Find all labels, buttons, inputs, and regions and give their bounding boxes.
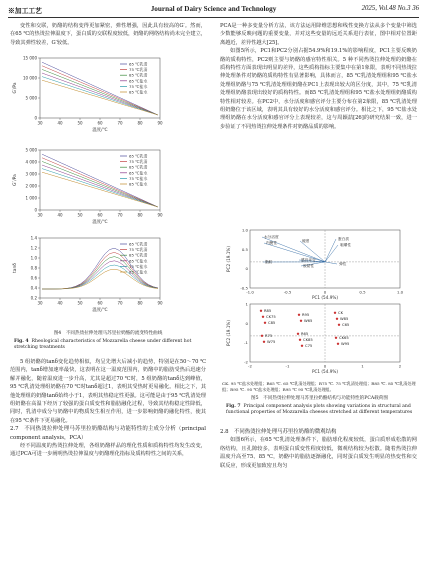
legend-label: 85 ℃盐水	[129, 269, 148, 275]
y-tick-label: 1.0	[241, 228, 248, 233]
x-axis-label: 温度/℃	[92, 128, 108, 133]
score-label: C85	[268, 321, 276, 325]
loading-label: 弹性	[339, 262, 347, 266]
score-point	[260, 310, 262, 312]
legend-label: 75 ℃乳清	[129, 247, 148, 253]
score-label: W75	[267, 340, 276, 344]
paragraph: 如图6所示，在65 ℃乳清处理条件下，脂肪球化程度较低，蛋白质形成松散的网络结构，且孔隙较多，表明蛋白质变性程度较低，微观结构较为松散。随着热烫拉伸温度升高至75、85 ℃，奶酪中的脂肪逐渐融化，同时蛋白质发生明显的热变性和交联反应，形成更加致密且均匀	[220, 437, 417, 469]
loading-label: 硬度	[302, 239, 310, 243]
loading-label: 胶黏性	[303, 264, 315, 268]
x-tick-label: -1.0	[246, 289, 254, 295]
y-tick-label: 10 000	[23, 75, 37, 81]
y-tick-label: 3 000	[25, 171, 37, 177]
score-label: W95	[341, 342, 350, 346]
x-tick-label: 80	[137, 212, 143, 218]
y-axis-label: tanδ	[13, 263, 18, 273]
legend-label: 65 ℃盐水	[129, 258, 148, 264]
score-point	[297, 333, 299, 335]
score-label: R75	[265, 334, 273, 338]
x-tick-label: 70	[117, 212, 123, 218]
y-tick-label: -1	[244, 340, 248, 346]
score-point	[300, 320, 302, 322]
loading-vector	[325, 262, 337, 264]
legend-label: 85 ℃乳清	[129, 252, 148, 258]
legend-label: 75 ℃盐水	[129, 263, 148, 269]
score-label: W65	[304, 319, 313, 323]
loading-label: 水分活度	[264, 235, 279, 239]
figure-5-caption-en-text: Principal component analysis plots showing variations in structural and functional properties of Mozzarella cheeses stretched at different temperatures	[226, 404, 413, 416]
x-tick-label: 40	[57, 120, 63, 126]
y-tick-label: 0.8	[30, 265, 37, 271]
score-label: R65	[301, 332, 309, 336]
x-tick-label: 50	[77, 120, 83, 126]
score-label: R95	[302, 313, 310, 317]
issue-page: 2025, Vol.48 No.3 36	[361, 5, 419, 12]
left-top-text	[10, 22, 206, 47]
score-label: CK65	[339, 336, 349, 340]
x-tick-label: 70	[117, 300, 123, 306]
gprime-panel	[12, 56, 163, 134]
header-rule	[8, 17, 419, 18]
x-tick-label: -2	[248, 363, 252, 369]
paragraph: 经不同温度的热烫拉伸处理，各组奶酪样品的理化性质和质构特性均发生改变，通过PCA可进一步阐明热烫拉伸温度与奶酪理化指标及质构特性之间的关系，	[10, 443, 206, 458]
journal-section: ※加工工艺	[8, 7, 42, 15]
loading-label: 感官评分	[301, 258, 316, 262]
legend-label: 75 ℃乳清	[129, 159, 148, 165]
x-axis-label: 温度/℃	[92, 308, 108, 313]
figure-4	[10, 54, 206, 328]
figure-5-note: CK. 95 ℃盐水处理组；R65 ℃. 65 ℃乳清处理组；R75 ℃. 75 ℃乳清处理组；R85 ℃. 85 ℃乳清处理组；R95 ℃. 95 ℃盐水处理组；R95 ℃ 95 ℃乳清处理组。	[222, 381, 416, 392]
figure-4-caption-en-text: Rheological characteristics of Mozzarella cheese under different hot stretching treatments	[14, 339, 192, 351]
y-tick-label: 0	[34, 207, 37, 213]
left-bottom-text	[10, 358, 206, 459]
score-label: R85	[264, 309, 272, 313]
x-tick-label: 80	[137, 300, 143, 306]
loading-vector	[325, 239, 336, 262]
loading-label: 内聚性	[266, 241, 278, 245]
score-point	[263, 341, 265, 343]
x-tick-label: 80	[137, 120, 143, 126]
journal-title: Journal of Dairy Science and Technology	[150, 5, 277, 13]
legend-label: 65 ℃乳清	[129, 153, 148, 159]
score-point	[264, 322, 266, 324]
y-tick-label: 1.4	[30, 235, 37, 241]
loading-label: 蛋白质	[338, 237, 350, 241]
loading-label: 脂肪	[265, 260, 273, 264]
paragraph: 5 组奶酪的tanδ变化趋势相似，均呈先增大后减小的趋势，特别是在50～70 ℃范围内，tanδ增加速率最快，这表明在这一温度范围内，奶酪中的脂肪受热后迅速分解并融化，随着温度进一步升高，尤其是超过70 ℃时，5 组奶酪的tanδ达到峰值，95 ℃乳清处理组奶酪在70 ℃时tanδ超过1，表明其受热时更易融化。相比之下，其他处理组的奶酪tanδ始终小于1，表明其热稳定性更强。这可能是由于95 ℃乳清处理组奶酪在高温下经历了较强的蛋白质变性和脂肪融化过程，导致其结构稳定性降低，同时，乳清中成分与奶酪中的物质发生相互作用，进一步影响奶酪的融化特性，使其在95 ℃条件下更易融化。	[10, 359, 206, 424]
x-tick-label: 90	[157, 300, 163, 306]
right-bottom-text	[220, 428, 417, 470]
section-2-8-heading: 2.8 不同热烫拉伸处理马苏里拉奶酪的微观结构	[220, 429, 337, 435]
score-point	[261, 335, 263, 337]
x-axis-label: PC1 (54.9%)	[311, 295, 339, 300]
y-axis-label: G′/Pa	[13, 82, 18, 94]
x-tick-label: 30	[37, 212, 43, 218]
x-tick-label: 0	[323, 289, 327, 295]
tandelta-panel	[12, 236, 163, 314]
x-tick-label: -0.5	[283, 289, 292, 295]
x-tick-label: 2	[398, 363, 402, 369]
x-tick-label: 60	[97, 120, 103, 126]
y-tick-label: 4 000	[25, 159, 37, 165]
score-point	[337, 343, 339, 345]
figure-4-caption-en	[14, 339, 204, 351]
x-axis-label: PC1 (54.9%)	[311, 369, 339, 374]
figure-4-caption-cn: 图4 不同热烫拉伸处理马苏里拉奶酪的流变特性曲线	[53, 331, 163, 336]
loading-label: 咀嚼性	[340, 243, 352, 247]
legend-label: 85 ℃盐水	[129, 181, 148, 187]
x-tick-label: -1	[285, 363, 290, 369]
score-point	[262, 316, 264, 318]
x-tick-label: 40	[57, 212, 63, 218]
paragraph: 如图5所示，PC1和PC2分别占据54.9%和19.1%的影响程度，PC1主要反映奶酪的质构特性，PC2则主要与奶酪的感官特性相关。5 种不同热烫拉伸处理的奶酪在质构特性方面表现出明显的差异，这些质构指标主要集中在第1象限，表明不同热烫拉伸处理条件对奶酪的质构特性有显著影响，具体而言，85 ℃乳清处理组和95 ℃盐水处理组奶酪与75 ℃乳清处理组奶酪在PC1上表现出较大的区分度，其中，75 ℃乳清处理组奶酪表现出较好的质构特性。而85 ℃乳清处理组和95 ℃盐水处理组奶酪质构特性相对较差。在PC2中，水分活度和感官评分主要分布在第2象限，85 ℃乳清处理组奶酪位于该区域，表明其具有较好的水分活度和感官评分。相比之下，95 ℃盐水处理组奶酪在水分活度和感官评分上表现较差，这与周颖喆[26]的研究结果一致，进一步验证了不同热烫拉伸处理条件对奶酪品质的影响。	[220, 48, 417, 130]
legend-label: 65 ℃乳清	[129, 61, 148, 67]
score-point	[301, 345, 303, 347]
x-tick-label: 60	[97, 212, 103, 218]
y-tick-label: 1	[245, 301, 248, 307]
y-tick-label: 5 000	[25, 147, 37, 153]
right-top-text	[220, 22, 417, 131]
y-tick-label: 0.2	[30, 295, 37, 301]
score-point	[336, 318, 338, 320]
paragraph: PCA是一种多变量分析方法，该方法运用降维思想和线性变换方法从多个变量中筛选少数能够反映问题的重要变量，并对这些变量的远近关系进行表征，图中相对位置距离越近，差异性越大[25]。	[220, 23, 417, 46]
pca-score-plot	[226, 302, 402, 375]
y-axis-label: PC2 (19.1%)	[226, 319, 231, 347]
x-tick-label: 70	[117, 120, 123, 126]
x-tick-label: 90	[157, 212, 163, 218]
x-tick-label: 50	[77, 300, 83, 306]
y-tick-label: 1.0	[30, 255, 37, 261]
y-tick-label: 2 000	[25, 183, 37, 189]
x-tick-label: 50	[77, 212, 83, 218]
score-label: C65	[342, 323, 350, 327]
figure-5-caption-cn: 图5 不同热烫拉伸处理马苏里拉奶酪结构与功能特性的PCA载荷图	[251, 396, 388, 401]
y-tick-label: 0	[245, 266, 248, 272]
score-point	[334, 312, 336, 314]
x-axis-label: 温度/℃	[92, 220, 108, 225]
x-tick-label: 90	[157, 120, 163, 126]
legend-label: 85 ℃乳清	[129, 72, 148, 78]
x-tick-label: 0	[323, 363, 327, 369]
y-axis-label: PC2 (19.1%)	[226, 245, 231, 273]
legend-label: 75 ℃盐水	[129, 175, 148, 181]
y-tick-label: 15 000	[23, 55, 37, 61]
legend-label: 65 ℃乳清	[129, 241, 148, 247]
score-point	[335, 337, 337, 339]
legend-label: 85 ℃盐水	[129, 89, 148, 95]
gdoubleprime-panel	[12, 148, 163, 226]
x-tick-label: 0.5	[359, 289, 366, 295]
score-point	[338, 324, 340, 326]
x-tick-label: 1	[361, 363, 364, 369]
legend-label: 75 ℃盐水	[129, 83, 148, 89]
section-2-7-heading: 2.7 不同热烫拉伸处理马苏里拉奶酪结构与功能特性的主成分分析（principal component analysis，PCA）	[10, 426, 206, 441]
y-axis-label: G″/Pa	[13, 174, 18, 186]
paragraph: 变性和交联，奶酪的结构变得更加紧密，弹性增强，因此具有较高的G′。然而，在65 ℃的热烫拉伸温度下，蛋白质的交联程度较低，奶酪的网络结构尚未完全建立，导致其弹性较差，G′较低。	[10, 23, 206, 46]
x-tick-label: 30	[37, 120, 43, 126]
score-point	[299, 339, 301, 341]
legend-label: 65 ℃盐水	[129, 170, 148, 176]
y-tick-label: 0.4	[30, 285, 37, 291]
y-tick-label: -2	[244, 359, 248, 365]
y-tick-label: 1.2	[30, 245, 37, 251]
figure-5-caption-en	[226, 404, 416, 416]
legend-label: 85 ℃乳清	[129, 164, 148, 170]
score-label: CK85	[303, 338, 313, 342]
score-label: CK75	[266, 315, 276, 319]
legend-label: 75 ℃乳清	[129, 67, 148, 73]
y-tick-label: 0.5	[241, 246, 248, 252]
figure-4-label: Fig. 4	[14, 339, 29, 344]
x-tick-label: 30	[37, 300, 43, 306]
y-tick-label: 5 000	[25, 95, 37, 101]
loading-vector	[264, 243, 325, 262]
y-tick-label: -0.5	[240, 285, 248, 291]
score-label: C75	[305, 344, 313, 348]
score-point	[298, 314, 300, 316]
y-tick-label: 0.6	[30, 275, 37, 281]
legend-label: 65 ℃盐水	[129, 78, 148, 84]
figure-5	[222, 228, 417, 378]
y-tick-label: 0	[34, 115, 37, 121]
loading-vector	[325, 245, 338, 262]
score-label: CK	[338, 311, 343, 315]
x-tick-label: 40	[57, 300, 63, 306]
y-tick-label: 1 000	[25, 195, 37, 201]
x-tick-label: 60	[97, 300, 103, 306]
score-label: W85	[340, 317, 349, 321]
figure-5-label: Fig. 7	[226, 404, 241, 409]
pca-loading-plot	[226, 228, 404, 300]
x-tick-label: 1.0	[396, 289, 404, 295]
y-tick-label: 0	[245, 320, 248, 326]
